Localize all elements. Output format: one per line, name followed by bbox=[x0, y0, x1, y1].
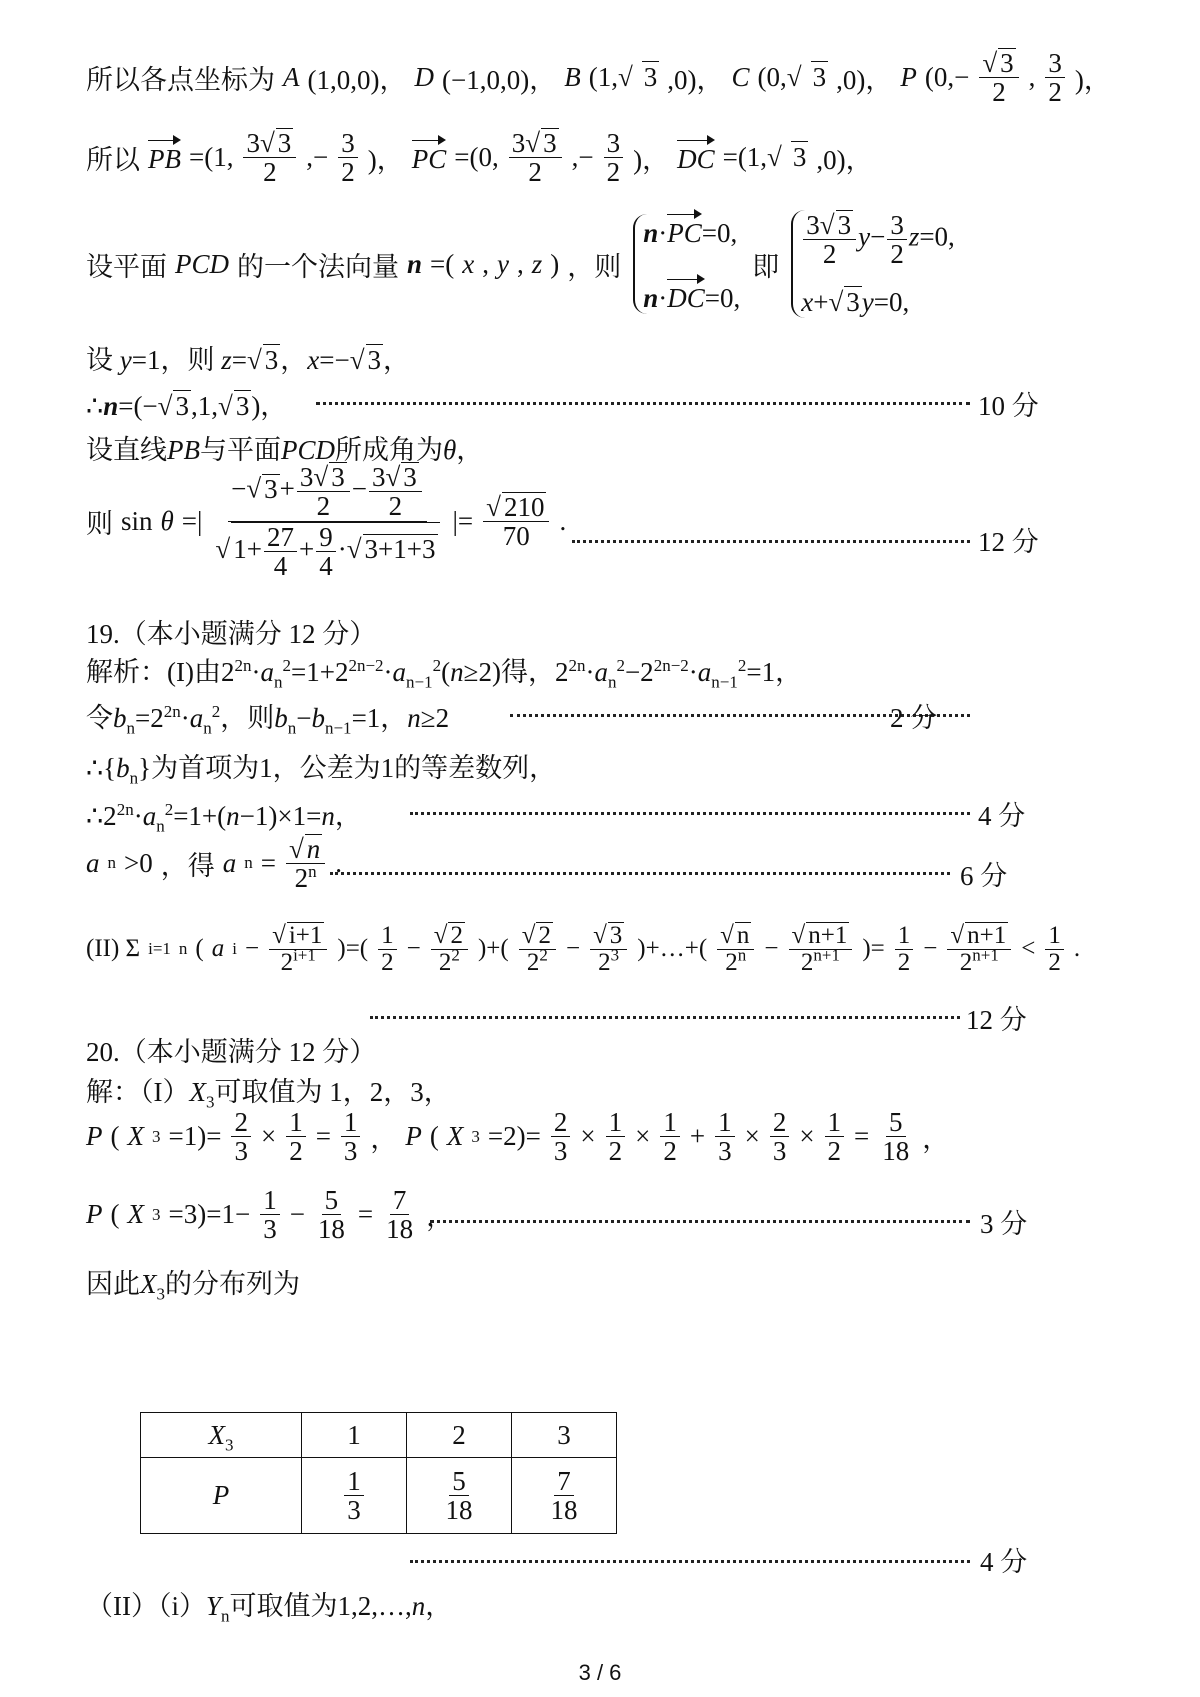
q20-title: 20.（本小题满分 12 分） bbox=[86, 1037, 377, 1067]
line-normal: 设平面 PCD 的一个法向量 n =( x , y , z ) ，则 n·PC=0, n·DC=0, 即 $\frac{3√ 3}{2}$ y− $\frac{3}{2}$ z=0, x+√ 3y=0, bbox=[86, 209, 955, 317]
q20-p3: P ( X 3 =3)=1− 1 3 − 5 18 = 7 18 ， bbox=[86, 1185, 454, 1245]
q19-title: 19.（本小题满分 12 分） bbox=[86, 619, 377, 649]
distribution-table: $X_3$ 1 2 3 P $\frac{1}{3}$ $\frac{5}{18}$ $\frac{7}{18}$ bbox=[140, 1412, 617, 1534]
score-4: 4 分 bbox=[978, 801, 1026, 831]
line-angle: 设直线PB与平面PCD所成角为θ， bbox=[86, 435, 484, 465]
score-12: 12 分 bbox=[978, 527, 1039, 557]
q19-bn: 令$b_n=2^{2n}\cdot a_n^2$，则$b_n-b_{n-1}=1$，n≥2 bbox=[86, 702, 450, 738]
line-coords: 所以各点坐标为 A (1,0,0)， D (−1,0,0)， B (1,√ 3 ,0)， C (0,√ 3 ,0)， P (0,− √ 3 2 , 3 2 )， bbox=[86, 47, 1111, 108]
q19-eq: $\therefore 2^{2n}\cdot a_n^2=1+(n-1)\times 1=n$， bbox=[86, 800, 362, 836]
score-3: 3 分 bbox=[980, 1209, 1028, 1239]
q19-part2: (II) Σ i=1 n ( a i − √ i+1 $2^{i+1}$ )=( 1 2 − √ 2 $2^2$ )+( √ 2 $2^2$ − √ 3 $2^3$ )+…+( √ n 2$^n$ − √ n+1 $2^{n+1}$ )= 1 2 − √ n+1 $2^{n+1}$ < 1 2 . bbox=[86, 921, 1081, 977]
line-n: ∴n=(−√ 3,1,√ 3)， bbox=[86, 391, 288, 421]
line-vectors: 所以 PB =(1, 3√ 3 2 ,− 3 2 )， PC =(0, 3√ 3 2 ,− 3 2 )， DC =(1,√ 3 ,0)， bbox=[86, 127, 873, 188]
q19-arith: $\therefore\{b_n\}$为首项为1，公差为1的等差数列， bbox=[86, 753, 557, 788]
q20-dist: 因此$X_3$的分布列为 bbox=[86, 1269, 300, 1304]
q20-p12: P ( X 3 =1)= 2 3 × 1 2 = 1 3 ， P ( X 3 =2)= 2 3 × 1 2 × 1 2 + 1 3 × 2 3 × 1 2 = 5 18 ， bbox=[86, 1107, 950, 1167]
q20-part2: $(II)(i)Y_n$可取值为1,2,…,n， bbox=[86, 1591, 453, 1626]
q20-part1: 解：$(I)X_3$可取值为 1，2，3， bbox=[86, 1077, 451, 1112]
score-4b: 4 分 bbox=[980, 1547, 1028, 1577]
score-10: 10 分 bbox=[978, 391, 1039, 421]
q19-part1: 解析：(I)由$2^{2n}\cdot a_n^2=1+2^{2n-2}\cdot a_{n-1}^2(n\ge 2)$得，$2^{2n}\cdot a_n^2-2^{2n-2}\cdot a_{n-1}^2=1$， bbox=[86, 656, 803, 692]
score-12b: 12 分 bbox=[966, 1005, 1027, 1035]
score-6: 6 分 bbox=[960, 861, 1008, 891]
line-set-y: 设 y=1，则 z=√ 3，x=−√ 3， bbox=[86, 345, 411, 375]
page-number: 3 / 6 bbox=[578, 1660, 622, 1685]
line-sin: 则 sin θ =| −√ 3+ $\frac{3√ 3}{2}$ − $\frac{3√ 3}{2}$ √ 1+ $\frac{27}{4}$ + $\frac{9}{4}$ ·√ 3+1+3 |= √ 210 70 . bbox=[86, 462, 567, 582]
score-2: 2 分 bbox=[890, 703, 938, 733]
q19-an: a n >0 ，得 a n = √ n 2$^n$ . bbox=[86, 834, 343, 894]
